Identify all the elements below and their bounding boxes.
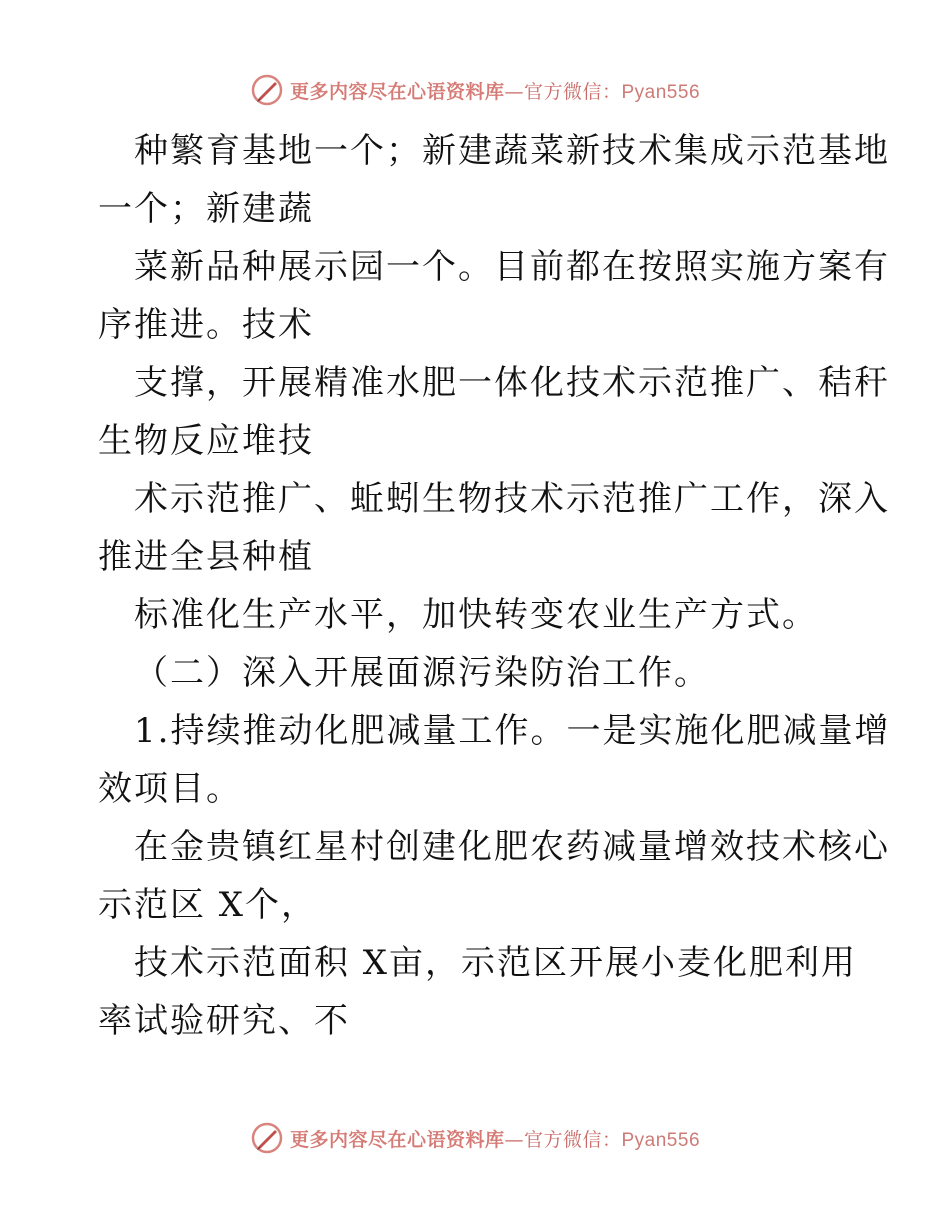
text-line: 序推进。技术 — [98, 305, 314, 345]
text-line: 示范区 X个， — [98, 885, 318, 925]
pen-logo-icon — [250, 1121, 284, 1155]
text-line: 一个；新建蔬 — [98, 189, 314, 229]
watermark-dash: — — [504, 80, 524, 103]
watermark-wechat-id: Pyan556 — [621, 81, 701, 103]
watermark-dash: — — [504, 1128, 524, 1151]
text-line: 标准化生产水平，加快转变农业生产方式。 — [134, 595, 818, 635]
text-line: 1.持续推动化肥减量工作。一是实施化肥减量增 — [134, 711, 891, 751]
watermark-wechat-label: 官方微信： — [523, 1128, 622, 1151]
text-line: 推进全县种植 — [98, 537, 314, 577]
text-line: 效项目。 — [98, 769, 242, 809]
watermark-brand: 更多内容尽在心语资料库 — [289, 80, 505, 103]
text-line: （二）深入开展面源污染防治工作。 — [134, 653, 710, 693]
text-line: 支撑，开展精准水肥一体化技术示范推广、秸秆 — [134, 363, 890, 403]
document-body — [98, 122, 891, 1050]
watermark-text — [290, 1125, 700, 1152]
watermark-footer — [0, 1118, 950, 1158]
watermark-text — [290, 77, 700, 104]
text-line: 术示范推广、蚯蚓生物技术示范推广工作，深入 — [134, 479, 890, 519]
watermark-header — [0, 70, 950, 110]
text-line: 菜新品种展示园一个。目前都在按照实施方案有 — [134, 247, 890, 287]
text-line: 生物反应堆技 — [98, 421, 314, 461]
text-line: 种繁育基地一个；新建蔬菜新技术集成示范基地 — [134, 131, 890, 171]
watermark-wechat-id: Pyan556 — [621, 1129, 701, 1151]
text-line: 在金贵镇红星村创建化肥农药减量增效技术核心 — [134, 827, 890, 867]
watermark-brand: 更多内容尽在心语资料库 — [289, 1128, 505, 1151]
pen-logo-icon — [250, 73, 284, 107]
text-line: 技术示范面积 X亩，示范区开展小麦化肥利用 — [134, 943, 858, 983]
text-line: 率试验研究、不 — [98, 1001, 350, 1041]
watermark-wechat-label: 官方微信： — [523, 80, 622, 103]
